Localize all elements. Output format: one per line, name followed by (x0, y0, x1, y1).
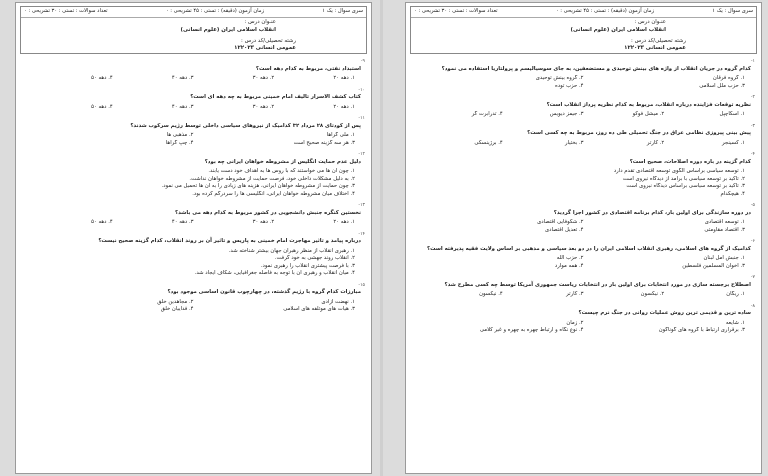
answer-option[interactable]: ۳. هر سه گزینه صحیح است (293, 139, 355, 146)
answer-options (422, 219, 745, 234)
field-code: عمومی انسانی ۱۲۲۰۲۳ (234, 45, 296, 51)
question-list (16, 58, 371, 314)
answer-option[interactable]: ۱. گروه فرقان (712, 75, 745, 81)
answer-option[interactable]: ۲. شکوفایی اقتصادی (537, 219, 584, 225)
answer-option[interactable]: ۱. شایعه (725, 319, 745, 326)
question-number: ۱- (750, 59, 755, 64)
answer-option[interactable]: ۲. زمان (566, 319, 584, 326)
question-text: درباره پیامد و تاثیر مهاجرت امام خمینی به پاریس و تاثیر آن بر روند انقلاب، کدام گزینه صحیح نیست؟ (98, 238, 361, 244)
answer-option[interactable]: ۱. رهبری انقلاب از منظر رهبران جهان بیشتر شناخته شد. (228, 247, 355, 254)
course-title: انقلاب اسلامی ایران (علوم انسانی) (570, 27, 666, 33)
answer-option[interactable]: ۱. چون آن ها می خواستند که با روس ها به اهداف خود دست یابند. (208, 168, 355, 174)
question-item (22, 282, 365, 314)
question-text: ساده ترین و قدیمی ترین روش عملیات روانی در جنگ نرم چیست؟ (578, 310, 751, 316)
series-label: سری سوال : یک ۱ (712, 8, 753, 14)
field-label: رشته تحصیلی/کد درس : (631, 38, 686, 44)
answer-option[interactable]: ۳. بختیار (565, 139, 584, 146)
question-number: ۲- (750, 95, 755, 100)
answer-option[interactable]: ۴. نوع نگاه و ارتباط چهره به چهره و غیر کلامی (479, 327, 584, 333)
question-text: اصطلاح برجسته سازی در مورد انتخابات برای اولین بار در انتخابات ریاست جمهوری آمریکا توسط چه کسی مطرح شد؟ (444, 281, 751, 288)
answer-option[interactable]: ۴. اختلاف میان مشروطه خواهان ایرانی، انگلیسی ها را سردرگم کرده بود. (192, 190, 355, 197)
answer-option[interactable]: ۲. انقلاب روند جهشی به خود گرفت. (274, 255, 355, 261)
question-text: کدامیک از گروه های اسلامی، رهبری انقلاب اسلامی ایران را در دو بعد سیاسی و مذهبی بر اساس ولایت فقیه پذیرفته است؟ (427, 245, 751, 252)
answer-option[interactable]: ۳. دهه ۴۰ (171, 75, 194, 81)
question-item (412, 58, 755, 90)
question-item (412, 238, 755, 270)
answer-option[interactable]: ۳. کارتر (566, 291, 584, 297)
answer-options (422, 75, 745, 90)
time-label: زمان آزمون (دقیقه) : تستی : ۴۵ تشریحی : ۰ (165, 8, 264, 14)
field-code: عمومی انسانی ۱۲۲۰۲۳ (624, 45, 686, 51)
answer-option[interactable]: ۳. تاکید بر توسعه سیاسی براساس دیدگاه نیروی است (626, 183, 745, 189)
course-title: انقلاب اسلامی ایران (علوم انسانی) (180, 27, 276, 33)
question-number: ۱۱- (358, 116, 365, 121)
time-label: زمان آزمون (دقیقه) : تستی : ۴۵ تشریحی : ۰ (555, 8, 654, 14)
exam-sheet-page-1 (405, 2, 762, 474)
course-label: عنـوان درس : (634, 19, 666, 25)
answer-option[interactable]: ۴. هیچکدام (720, 190, 745, 197)
answer-option[interactable]: ۳. هیأت های موتلفه های اسلامی (283, 306, 355, 312)
answer-option[interactable]: ۴. دهه ۵۰ (91, 75, 113, 81)
question-number: ۱۰- (358, 87, 365, 93)
answer-option[interactable]: ۴. نیکسون (479, 291, 503, 297)
answer-options (422, 168, 745, 198)
question-item (22, 151, 365, 198)
answer-options (422, 111, 745, 119)
question-item (22, 231, 365, 278)
answer-option[interactable]: ۳. دهه ۴۰ (171, 219, 194, 225)
answer-option[interactable]: ۲. تاکید بر توسعه سیاسی با برآمد از دیدگاه نیروی است (622, 175, 745, 182)
question-number: ۸- (750, 303, 755, 309)
answer-option[interactable]: ۱. نهضت آزادی (321, 298, 355, 305)
answer-option[interactable]: ۳. برقراری ارتباط با گروه های گوناگون (658, 327, 745, 333)
question-number: ۱۵- (358, 282, 365, 288)
course-label: عنـوان درس : (244, 19, 276, 25)
question-text: در دوره سازندگی برای اولین بار، کدام برنامه اقتصادی در کشور اجرا گردید؟ (553, 209, 751, 216)
answer-option[interactable]: ۲. میشل فوکو (632, 111, 665, 117)
question-text: کدام گزینه در باره دوره اصلاحات، صحیح است؟ (629, 158, 751, 165)
exam-header (20, 6, 367, 54)
answer-option[interactable]: ۲. گروه بینش توحیدی (535, 75, 584, 81)
exam-header (410, 6, 757, 54)
answer-option[interactable]: ۴. فداییان خلق (160, 306, 194, 312)
question-list (406, 58, 761, 335)
exam-sheet-page-2 (15, 2, 372, 474)
answer-options (32, 132, 355, 147)
answer-option[interactable]: ۱. ریگان (726, 291, 745, 297)
answer-options (32, 168, 355, 198)
question-item (412, 94, 755, 119)
answer-options (32, 104, 355, 112)
question-item (412, 303, 755, 335)
page-divider (380, 0, 383, 476)
question-number: ۴- (750, 152, 755, 157)
header-info-row (21, 7, 366, 18)
question-text: دلیل عدم حمایت انگلیس از مشروطه خواهان ایرانی چه بود؟ (204, 158, 361, 165)
answer-option[interactable]: ۴. دهه ۵۰ (91, 103, 113, 110)
answer-option[interactable]: ۲. مجاهدین خلق (157, 298, 194, 305)
answer-option[interactable]: ۴. برژینسکی (474, 139, 503, 146)
question-number: ۷- (750, 275, 755, 280)
answer-options (422, 320, 745, 335)
answer-option[interactable]: ۴. تعدیل اقتصادی (544, 226, 584, 233)
answer-option[interactable]: ۳. جیمز دیویس (549, 111, 584, 117)
header-info-row (411, 7, 756, 18)
answer-options (422, 255, 745, 270)
question-item (412, 123, 755, 148)
question-item (22, 202, 365, 227)
answer-options (32, 219, 355, 227)
question-text: استبداد نفتی، مربوط به کدام دهه است؟ (255, 65, 361, 72)
question-item (412, 274, 755, 299)
question-text: پیش بینی پیروزی نظامی عراق در جنگ تحمیلی طی ده روز، مربوط به چه کسی است؟ (527, 130, 751, 136)
answer-options (422, 291, 745, 299)
answer-option[interactable]: ۱. اسکاچپل (719, 111, 745, 117)
answer-option[interactable]: ۲. دهه ۳۰ (252, 219, 275, 225)
question-item (412, 202, 755, 234)
answer-options (32, 75, 355, 83)
question-text: نظریه توقعات فزاینده درباره انقلاب، مربوط به کدام نظریه پرداز انقلاب است؟ (546, 101, 751, 108)
answer-option[interactable]: ۴. چپ گراها (165, 139, 194, 146)
answer-option[interactable]: ۱. دهه ۲۰ (333, 219, 355, 225)
answer-option[interactable]: ۱. دهه ۲۰ (333, 103, 355, 110)
question-text: پس از کودتای ۲۸ مرداد ۳۲ کدامیک از نیروهای سیاسی داخلی توسط رژیم سرکوب شدند؟ (130, 122, 361, 129)
answer-option[interactable]: ۲. حزب الله (556, 255, 584, 261)
answer-option[interactable]: ۲. مذهبی ها (166, 132, 194, 138)
answer-option[interactable]: ۳. دهه ۴۰ (171, 103, 194, 110)
count-label: تعداد سوالات : تستی : ۳۰ تشریحی : ۰ (24, 8, 108, 14)
question-item (22, 115, 365, 147)
answer-option[interactable]: ۴. دهه ۵۰ (91, 219, 113, 225)
answer-option[interactable]: ۲. نیکسون (640, 291, 665, 297)
answer-option[interactable]: ۳. اخوان المسلمین فلسطین (682, 262, 745, 269)
question-item (22, 58, 365, 83)
answer-option[interactable]: ۱. توسعه سیاسی براساس الگوی توسعه اقتصادی تقدم دارد (613, 168, 745, 174)
answer-option[interactable]: ۲. دهه ۳۰ (252, 75, 275, 81)
answer-option[interactable]: ۲. به دلیل مشکلات داخلی خود، فرصت حمایت از مشروطه خواهان نداشت. (189, 175, 355, 182)
answer-option[interactable]: ۴. حزب توده (555, 82, 584, 89)
answer-option[interactable]: ۳. حزب ملل اسلامی (699, 82, 745, 89)
question-text: نخستین کنگره جنبش دانشجویی در کشور مربوط به کدام دهه می باشد؟ (175, 209, 361, 216)
answer-option[interactable]: ۲. کارتر (646, 139, 665, 146)
question-text: کدام گروه در جریان انقلاب از واژه های بینش توحیدی و مستضعفین، به جای سوسیالیسم و پرولتاریا استفاده می نمود؟ (441, 65, 751, 72)
answer-option[interactable]: ۳. با فرصت پیشتری انقلاب را رهبری نمود. (260, 262, 355, 269)
question-number: ۱۲- (358, 152, 365, 157)
question-text: کتاب کشف الاسرار تالیف امام خمینی مربوط به چه دهه ای است؟ (190, 94, 361, 100)
question-item (22, 87, 365, 112)
answer-option[interactable]: ۳. اقتصاد مقاومتی (704, 226, 745, 233)
answer-option[interactable]: ۱. دهه ۲۰ (333, 75, 355, 81)
answer-option[interactable]: ۱. ملی گراها (326, 132, 355, 138)
question-number: ۶- (750, 239, 755, 244)
question-text: مبارزات کدام گروه با رژیم گذشته، در چهارچوب قانون اساسی موجود بود؟ (167, 289, 361, 295)
question-number: ۱۳- (358, 203, 365, 208)
answer-options (32, 299, 355, 314)
answer-options (32, 248, 355, 278)
question-number: ۹- (360, 59, 365, 64)
answer-option[interactable]: ۱. توسعه اقتصادی (704, 219, 745, 225)
answer-option[interactable]: ۳. چون حمایت از مشروطه خواهان ایرانی، هزینه های زیادی را به آن ها تحمیل می نمود. (161, 183, 355, 189)
answer-option[interactable]: ۲. دهه ۳۰ (252, 103, 275, 110)
question-number: ۱۴- (358, 231, 365, 237)
count-label: تعداد سوالات : تستی : ۳۰ تشریحی : ۰ (414, 8, 498, 14)
question-item (412, 151, 755, 198)
answer-option[interactable]: ۱. جنبش امل لبنان (703, 255, 745, 261)
answer-option[interactable]: ۴. همه موارد (554, 262, 584, 269)
answer-options (422, 140, 745, 148)
answer-option[interactable]: ۱. کسینجر (721, 139, 745, 146)
field-label: رشته تحصیلی/کد درس : (241, 38, 296, 44)
question-number: ۳- (750, 123, 755, 129)
answer-option[interactable]: ۴. میان انقلاب و رهبری آن با توجه به فاصله جغرافیایی، شکاف ایجاد شد. (194, 270, 355, 276)
answer-option[interactable]: ۴. تدرابرت گر (471, 111, 503, 117)
series-label: سری سوال : یک ۱ (322, 8, 363, 14)
question-number: ۵- (750, 203, 755, 208)
